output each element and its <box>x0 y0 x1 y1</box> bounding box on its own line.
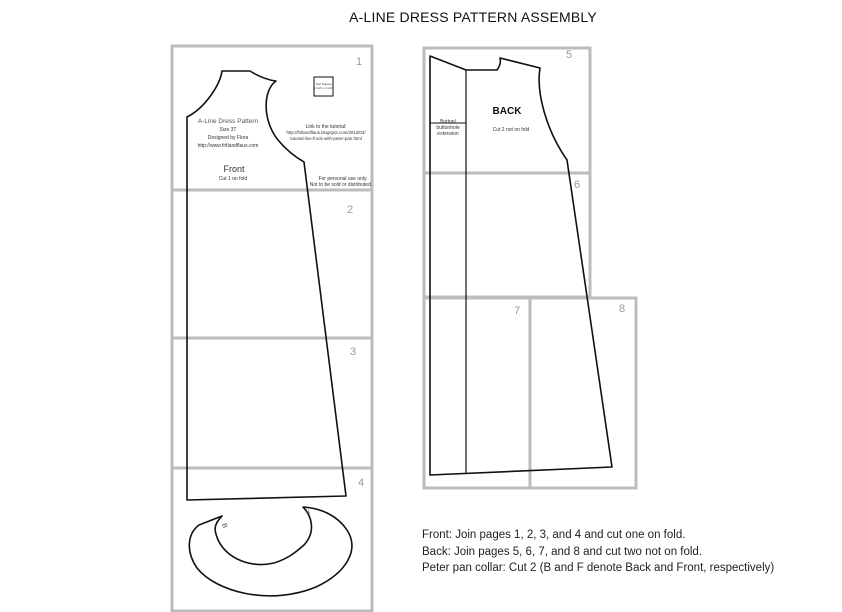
back-label: BACK <box>492 106 522 117</box>
front-designer: Designed by Flora <box>207 135 249 141</box>
collar-outline <box>189 507 352 596</box>
page-8-box <box>530 298 636 488</box>
front-website: http://www.fritlandflaus.com <box>197 143 259 149</box>
front-pattern-name: A-Line Dress Pattern <box>197 118 259 125</box>
tutorial-link-label: Link to the tutorial: <box>305 124 347 130</box>
page-number-7: 7 <box>514 305 521 317</box>
page-number-6: 6 <box>574 179 581 191</box>
front-cut-note: Cut 1 on fold <box>218 176 248 182</box>
page-6-box <box>424 173 590 297</box>
personal-use-2: Not to be sold or distributed. <box>309 182 373 188</box>
page-number-5: 5 <box>566 49 573 61</box>
extension-text-2: buttonhole <box>436 125 460 131</box>
page-3-box <box>172 338 372 468</box>
front-label: Front <box>223 164 245 174</box>
front-size: Size 3T <box>219 127 237 133</box>
test-square-text-2: 1 inch x 1 inch <box>313 86 334 90</box>
page-number-3: 3 <box>350 346 357 358</box>
page-7-box <box>424 298 530 488</box>
collar-front-mark: F <box>305 508 314 515</box>
tutorial-url-1: http://fritlandflaus.blogspot.com/2013/03/ <box>286 130 366 135</box>
tutorial-url-2: tutorial-line-frock-with-peter-pan.html <box>290 136 362 141</box>
personal-use-1: For personal use only. <box>318 176 368 182</box>
instruction-collar: Peter pan collar: Cut 2 (B and F denote Back and Front, respectively) <box>422 562 775 574</box>
page-4-box <box>172 468 372 611</box>
instruction-front: Front: Join pages 1, 2, 3, and 4 and cut one on fold. <box>422 529 686 541</box>
instruction-back: Back: Join pages 5, 6, 7, and 8 and cut two not on fold. <box>422 545 703 558</box>
page-number-4: 4 <box>358 477 365 489</box>
extension-text-1: Button/ <box>440 119 456 125</box>
page-2-box <box>172 190 372 338</box>
back-piece-outline <box>430 56 612 475</box>
back-cut-note: Cut 2 not on fold <box>492 127 530 133</box>
extension-text-3: extension <box>437 131 459 137</box>
diagram-title: A-LINE DRESS PATTERN ASSEMBLY <box>349 9 597 25</box>
page-number-2: 2 <box>347 204 354 216</box>
page-number-1: 1 <box>356 56 363 68</box>
page-number-8: 8 <box>619 303 626 315</box>
test-square-text-1: Test Square <box>315 82 332 86</box>
assembly-instructions <box>422 527 774 577</box>
collar-back-mark: B <box>220 522 229 530</box>
